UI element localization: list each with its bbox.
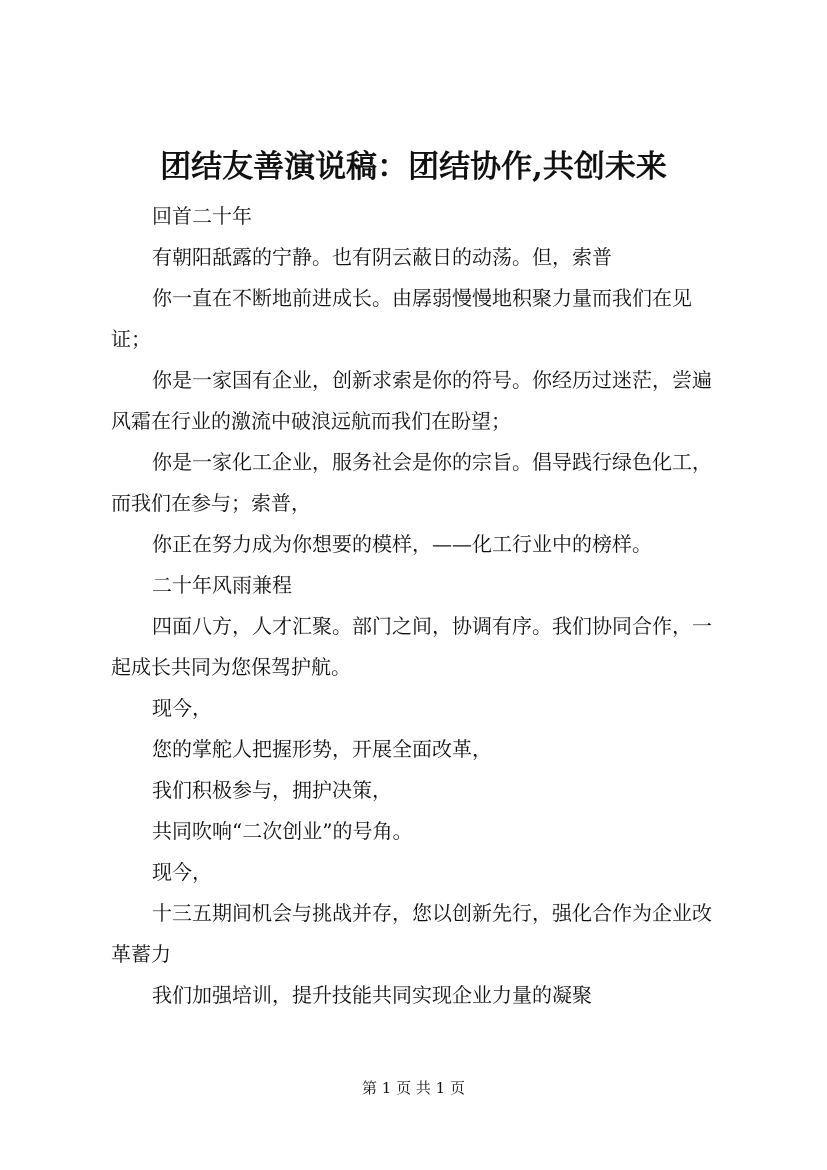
paragraph-1: 回首二十年 [152, 204, 252, 228]
paragraph-9: 现今， [152, 696, 212, 720]
paragraph-12: 共同吹响“二次创业”的号角。 [152, 819, 413, 843]
paragraph-8: 四面八方，人才汇聚。部门之间，协调有序。我们协同合作，一起成长共同为您保驾护航。 [111, 614, 712, 679]
document-body [111, 196, 723, 1016]
paragraph-2: 有朝阳舐露的宁静。也有阴云蔽日的动荡。但，索普 [152, 245, 612, 269]
paragraph-4: 你是一家国有企业，创新求索是你的符号。你经历过迷茫，尝遍风霜在行业的激流中破浪远航而我们在盼望； [111, 368, 712, 433]
paragraph-3: 你一直在不断地前进成长。由孱弱慢慢地积聚力量而我们在见证； [111, 286, 692, 351]
paragraph-15: 我们加强培训，提升技能共同实现企业力量的凝聚 [152, 983, 592, 1007]
page-footer: 第 1 页 共 1 页 [362, 1079, 465, 1097]
paragraph-7: 二十年风雨兼程 [152, 573, 292, 597]
document-title: 团结友善演说稿：团结协作,共创未来 [160, 149, 667, 185]
paragraph-5: 你是一家化工企业，服务社会是你的宗旨。倡导践行绿色化工，而我们在参与；索普， [111, 450, 712, 515]
paragraph-14: 十三五期间机会与挑战并存，您以创新先行，强化合作为企业改革蓄力 [111, 901, 712, 966]
paragraph-11: 我们积极参与，拥护决策， [152, 778, 392, 802]
paragraph-10: 您的掌舵人把握形势，开展全面改革， [152, 737, 492, 761]
paragraph-13: 现今， [152, 860, 212, 884]
paragraph-6: 你正在努力成为你想要的模样，——化工行业中的榜样。 [152, 532, 652, 556]
